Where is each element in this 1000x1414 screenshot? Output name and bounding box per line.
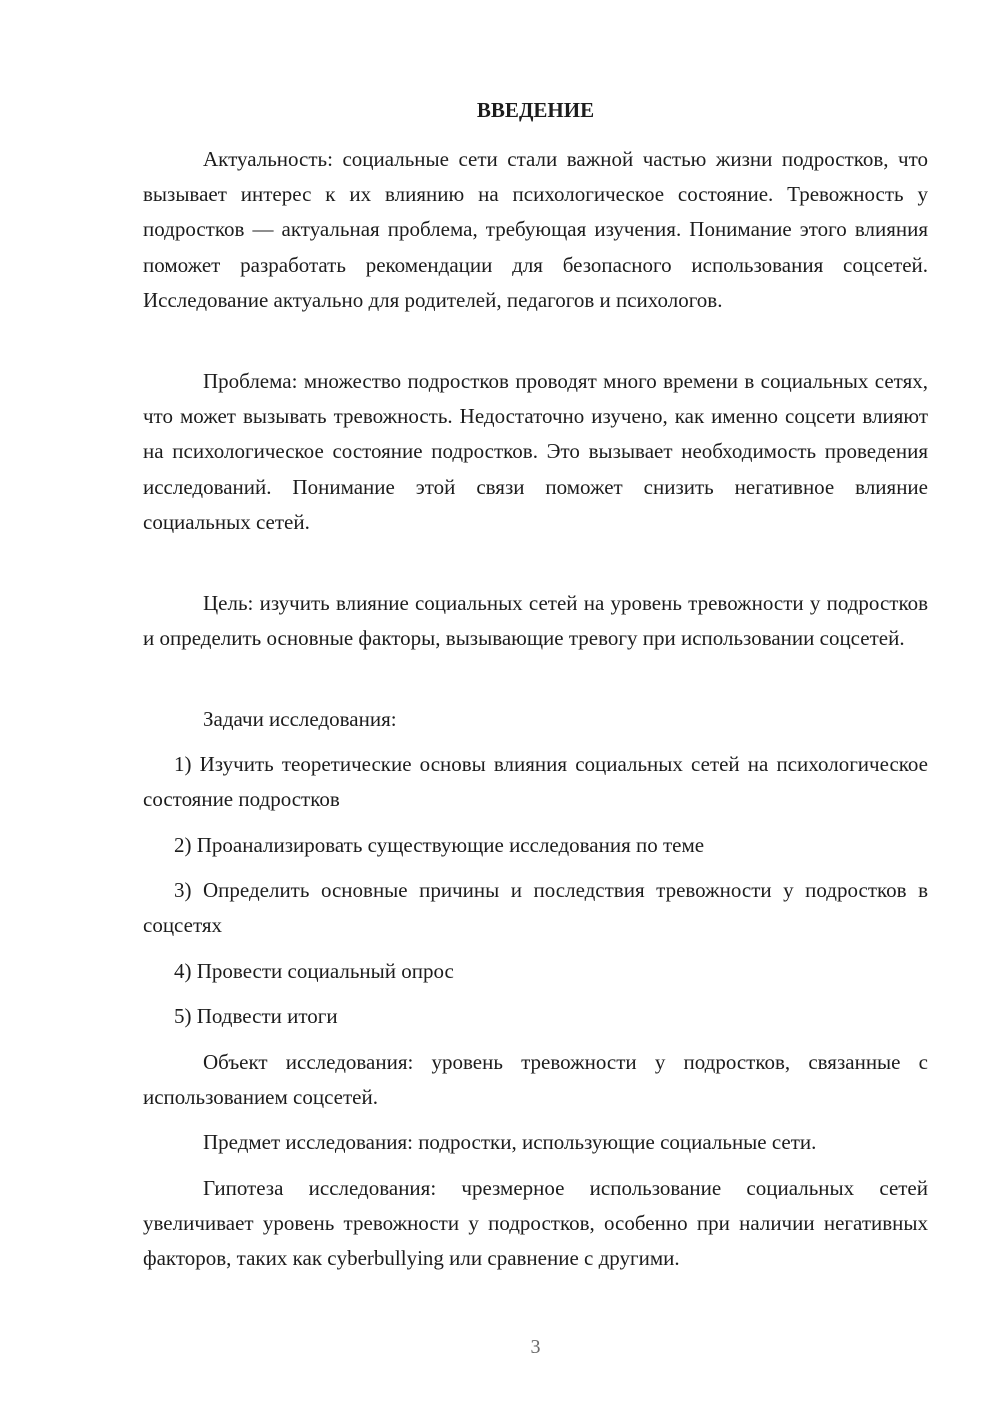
task-item: 4) Провести социальный опрос [174,959,454,983]
paragraph-hypothesis: Гипотеза исследования: чрезмерное использование социальных сетей увеличивает уровень тревожности у подростков, особенно при наличии негативных факторов, таких как cyberbullying или сравнение с другими. [143,1176,928,1271]
tasks-heading: Задачи исследования: [203,707,397,731]
paragraph-goal: Цель: изучить влияние социальных сетей на уровень тревожности у подростков и определить основные факторы, вызывающие тревогу при использовании соцсетей. [143,591,928,651]
task-item: 3) Определить основные причины и последствия тревожности у подростков в соцсетях [143,878,928,938]
paragraph-problem: Проблема: множество подростков проводят много времени в социальных сетях, что может вызывать тревожность. Недостаточно изучено, как именно соцсети влияют на психологическое состояние подростков. Это вызывает необходимость проведения исследований. Понимание этой связи поможет снизить негативное влияние социальных сетей. [143,369,928,534]
task-item: 1) Изучить теоретические основы влияния социальных сетей на психологическое состояние подростков [143,752,928,812]
paragraph-relevance: Актуальность: социальные сети стали важной частью жизни подростков, что вызывает интерес к их влиянию на психологическое состояние. Тревожность у подростков — актуальная проблема, требующая изучения. Понимание этого влияния поможет разработать рекомендации для безопасного использования соцсетей. Исследование актуально для родителей, педагогов и психологов. [143,147,928,312]
task-item: 5) Подвести итоги [174,1004,338,1028]
paragraph-subject: Предмет исследования: подростки, использующие социальные сети. [203,1130,817,1154]
document-page [143,0,928,1414]
page-number: 3 [530,1336,541,1358]
section-title: ВВЕДЕНИЕ [476,98,595,122]
task-item: 2) Проанализировать существующие исследования по теме [174,833,705,857]
paragraph-object: Объект исследования: уровень тревожности у подростков, связанные с использованием соцсетей. [143,1050,928,1110]
